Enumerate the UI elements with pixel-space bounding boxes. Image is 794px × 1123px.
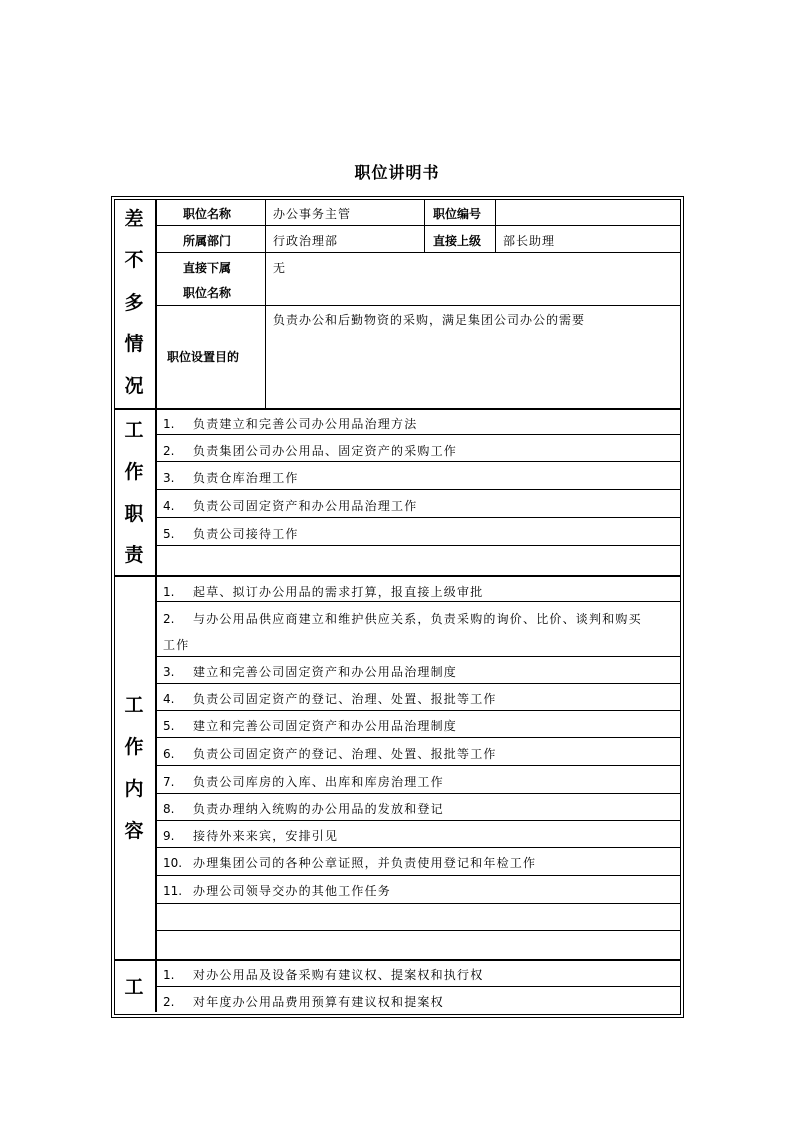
duties-section-char: 职 [124,503,144,525]
basic-section-char: 况 [124,375,144,397]
duties-section-char: 工 [124,419,144,441]
content-section-char: 工 [124,694,144,716]
subordinate-label-line2: 职位名称 [183,286,232,300]
row-divider [156,545,680,546]
section-divider [115,959,680,961]
document-title: 职位讲明书 [354,163,440,182]
department-label: 所属部门 [183,234,232,248]
basic-section-char: 不 [124,249,144,271]
superior-label: 直接上级 [433,234,482,248]
superior-value: 部长助理 [503,234,556,248]
content-section-char: 内 [124,778,144,800]
label-column-divider [265,200,266,408]
position-code-label: 职位编号 [433,207,482,221]
basic-section-char: 情 [124,333,144,355]
content-item: 9. 接待外来来宾，安排引见 [163,829,339,843]
department-value: 行政治理部 [273,234,339,248]
row-divider [156,875,680,876]
subordinate-label-line1: 直接下属 [183,261,232,275]
row-divider [156,683,680,684]
content-item: 5. 建立和完善公司固定资产和办公用品治理制度 [163,719,458,733]
content-item: 11. 办理公司领导交办的其他工作任务 [163,884,392,898]
content-item: 4. 负责公司固定资产的登记、治理、处置、报批等工作 [163,692,497,706]
position-name-label: 职位名称 [183,207,232,221]
row-divider [156,517,680,518]
duty-item: 2. 负责集团公司办公用品、固定资产的采购工作 [163,444,458,458]
row-divider [156,305,680,306]
row-divider [156,601,680,602]
basic-section-char: 差 [124,208,144,230]
content-item: 8. 负责办理纳入统购的办公用品的发放和登记 [163,802,444,816]
row-divider [156,903,680,904]
row-divider [156,225,680,226]
row-divider [156,252,680,253]
row-divider [156,461,680,462]
row-divider [156,765,680,766]
subordinate-value: 无 [273,261,287,275]
purpose-value: 负责办公和后勤物资的采购，满足集团公司办公的需要 [273,313,586,327]
content-item: 2. 与办公用品供应商建立和维护供应关系，负责采购的询价、比价、谈判和购买 [163,612,642,626]
content-section-char: 作 [124,736,144,758]
row-divider [156,737,680,738]
row-divider [156,793,680,794]
section-divider [115,575,680,577]
duties-section-char: 责 [124,544,144,566]
section-column-divider [155,200,157,1012]
content-item: 3. 建立和完善公司固定资产和办公用品治理制度 [163,665,458,679]
duty-item: 1. 负责建立和完善公司办公用品治理方法 [163,417,418,431]
row-divider [156,820,680,821]
basic-section-char: 多 [124,292,144,314]
row-divider [156,986,680,987]
content-item: 10. 办理集团公司的各种公章证照，并负责使用登记和年检工作 [163,856,537,870]
row-divider [156,434,680,435]
row-divider [156,847,680,848]
purpose-label: 职位设置目的 [167,350,240,364]
code-label-divider-right [495,200,496,252]
job-description-form [111,196,684,1018]
authority-item: 2. 对年度办公用品费用预算有建议权和提案权 [163,995,444,1009]
content-item-continuation: 工作 [163,638,190,652]
row-divider [156,930,680,931]
duty-item: 5. 负责公司接待工作 [163,527,299,541]
position-name-value: 办公事务主管 [273,207,352,221]
content-item: 7. 负责公司库房的入库、出库和库房治理工作 [163,775,444,789]
duties-section-char: 作 [124,461,144,483]
row-divider [156,710,680,711]
duty-item: 4. 负责公司固定资产和办公用品治理工作 [163,499,418,513]
content-item: 1. 起草、拟订办公用品的需求打算，报直接上级审批 [163,585,484,599]
row-divider [156,656,680,657]
authority-item: 1. 对办公用品及设备采购有建议权、提案权和执行权 [163,968,484,982]
duty-item: 3. 负责仓库治理工作 [163,471,299,485]
content-item: 6. 负责公司固定资产的登记、治理、处置、报批等工作 [163,747,497,761]
content-section-char: 容 [124,820,144,842]
section-divider [115,408,680,410]
code-label-divider-left [424,200,425,252]
row-divider [156,489,680,490]
authority-section-char: 工 [124,976,144,998]
